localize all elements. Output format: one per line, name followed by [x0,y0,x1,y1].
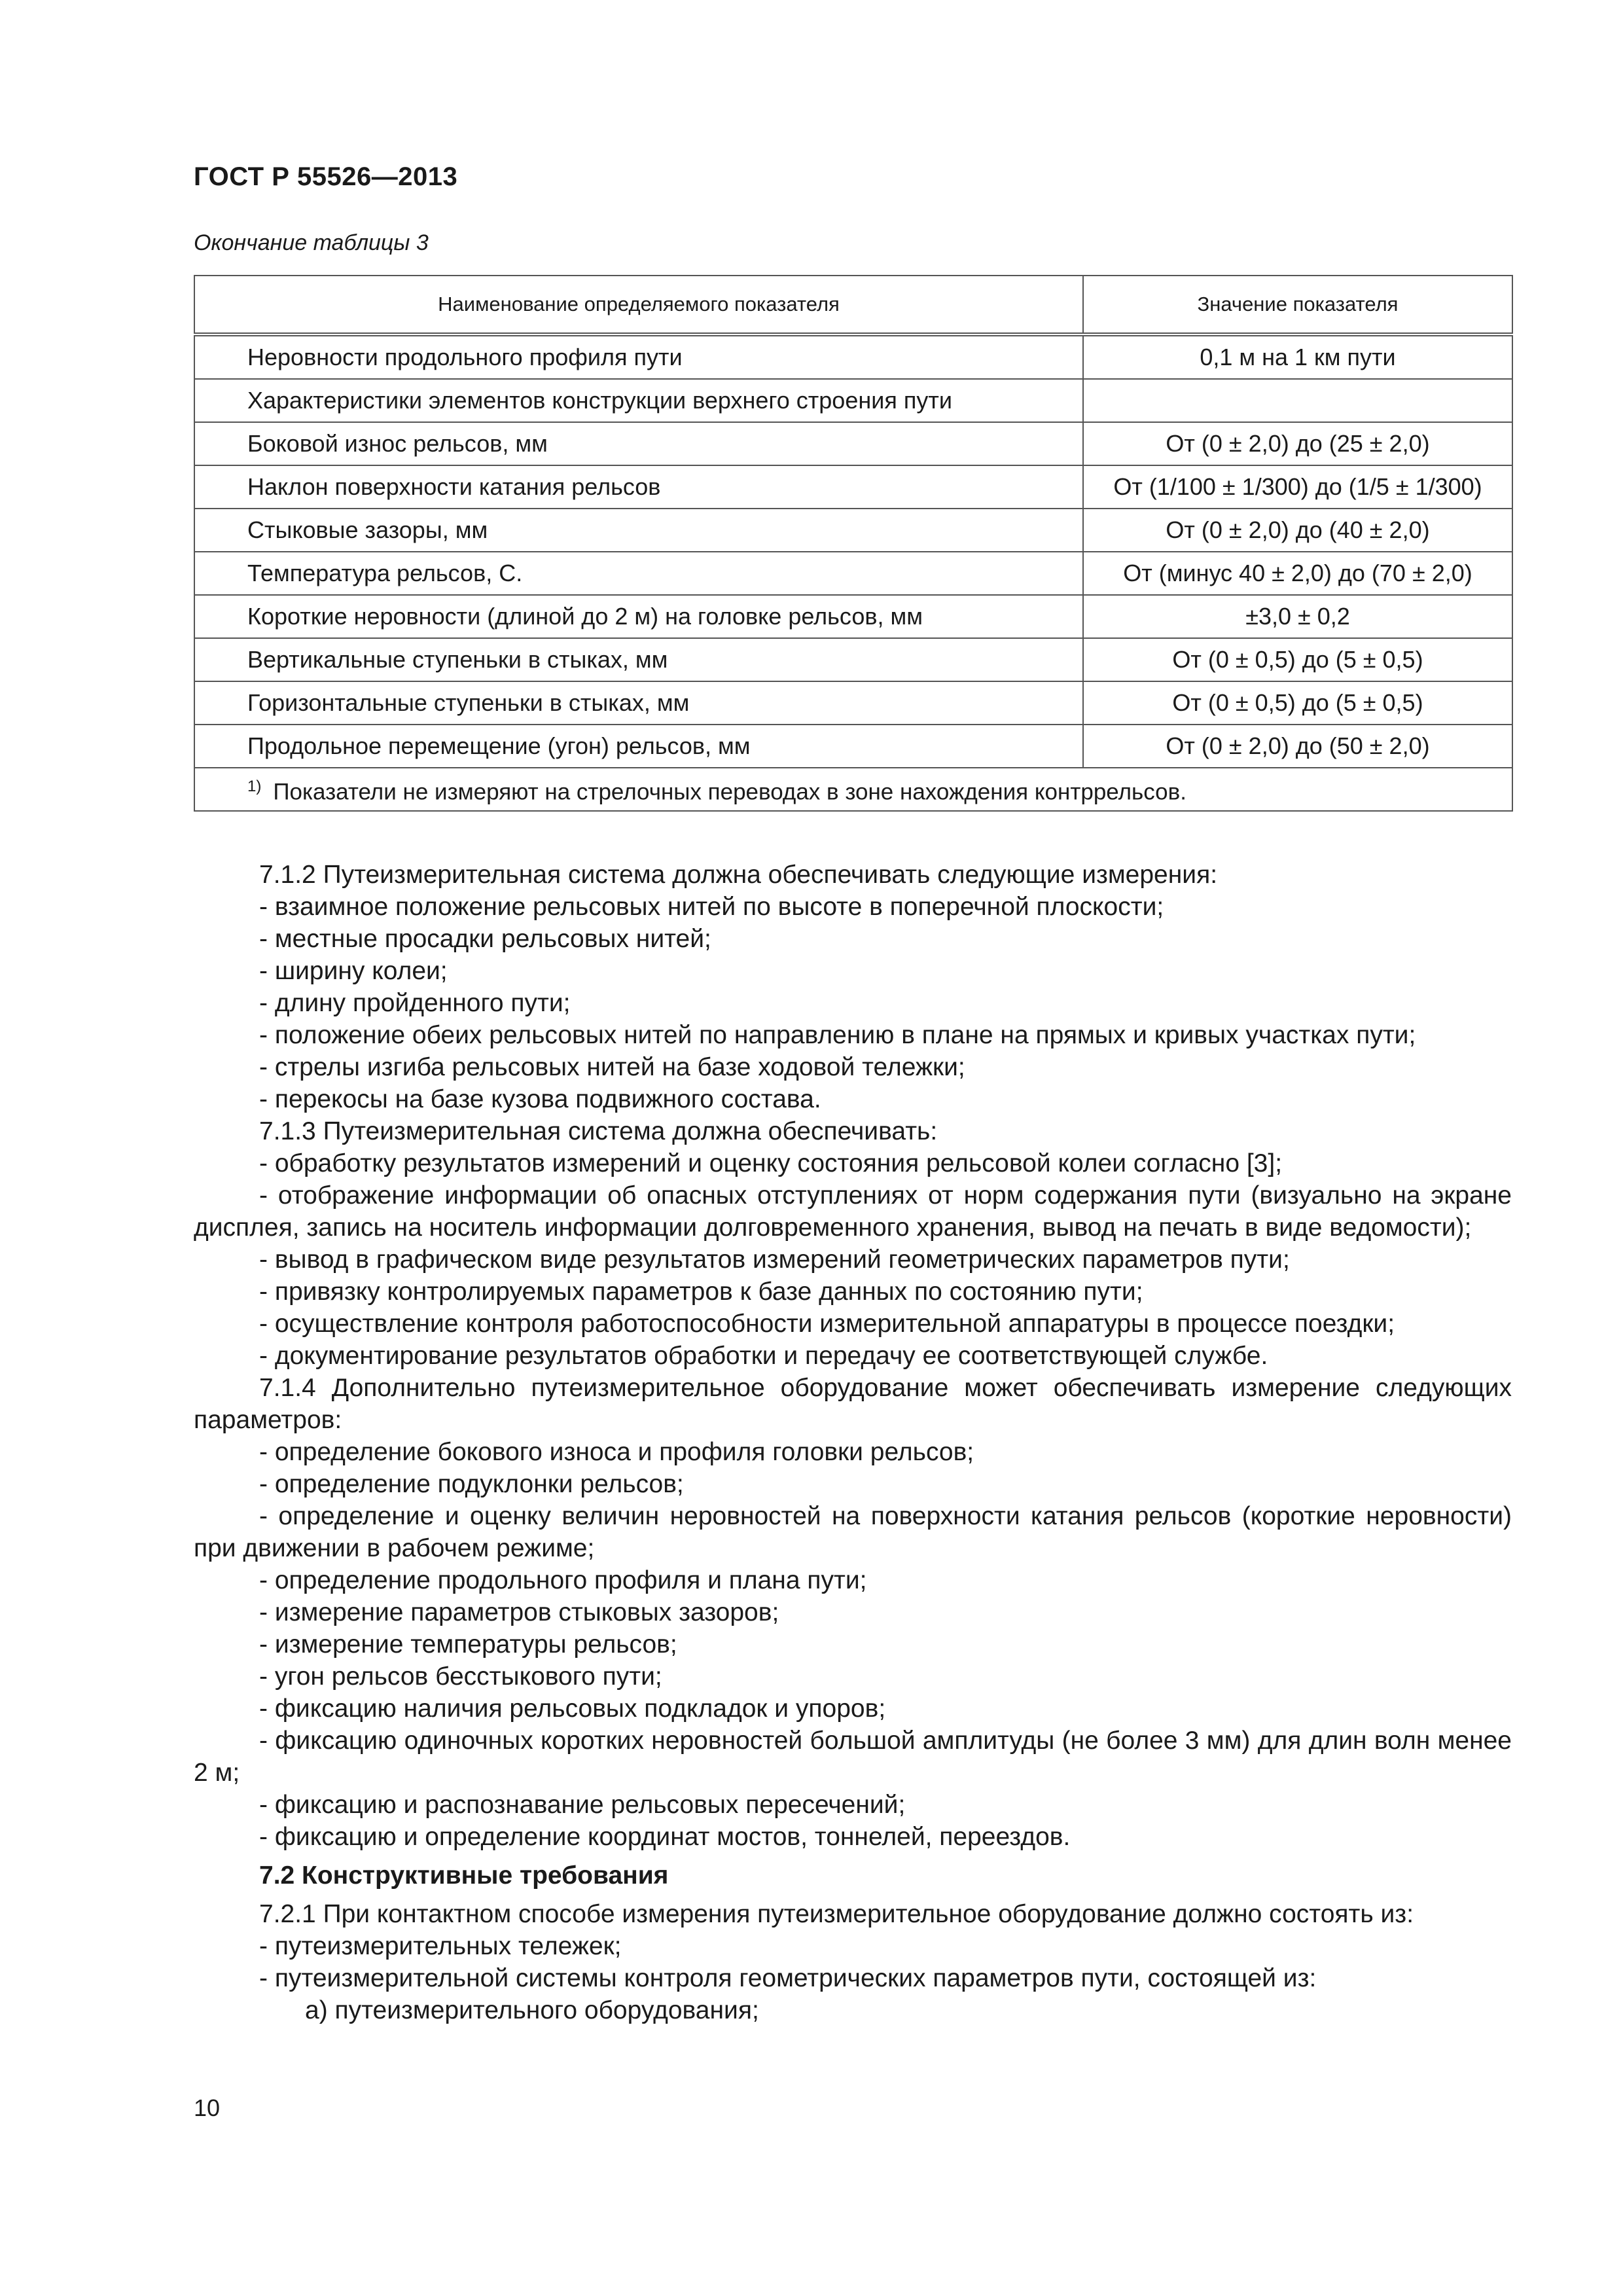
row-value: От (0 ± 0,5) до (5 ± 0,5) [1083,638,1512,681]
list-item: - фиксацию одиночных коротких неровностей большой амплитуды (не более 3 мм) для длин волн менее 2 м; [194,1727,1512,1787]
table-header-row [194,276,1512,334]
row-name: Боковой износ рельсов, мм [194,422,1083,465]
sub-list-item: а) путеизмерительного оборудования; [305,1996,759,2024]
list-item: - определение и оценку величин неровностей на поверхности катания рельсов (короткие неровности) при движении в рабочем режиме; [194,1502,1512,1562]
list-item: - вывод в графическом виде результатов измерений геометрических параметров пути; [259,1246,1290,1274]
row-value: От (минус 40 ± 2,0) до (70 ± 2,0) [1083,552,1512,595]
row-name: Короткие неровности (длиной до 2 м) на головке рельсов, мм [194,595,1083,638]
row-name: Стыковые зазоры, мм [194,509,1083,552]
specification-table [194,275,1513,812]
list-item: - угон рельсов бесстыкового пути; [259,1662,662,1691]
list-item: - ширину колеи; [259,957,448,985]
list-item: - отображение информации об опасных отступлениях от норм содержания пути (визуально на экране дисплея, запись на носитель информации долговременного хранения, вывод на печать в виде ведомости); [194,1181,1512,1242]
row-name: Температура рельсов, С. [194,552,1083,595]
row-value: От (0 ± 0,5) до (5 ± 0,5) [1083,681,1512,725]
table-row [194,552,1512,595]
table-row [194,725,1512,768]
list-item: - длину пройденного пути; [259,989,571,1017]
list-item: - фиксацию наличия рельсовых подкладок и упоров; [259,1695,886,1723]
table-row [194,509,1512,552]
body-text [194,859,1512,2026]
table-row [194,379,1512,422]
row-value: От (0 ± 2,0) до (25 ± 2,0) [1083,422,1512,465]
clause-7-1-2: 7.1.2 Путеизмерительная система должна обеспечивать следующие измерения: [259,861,1218,889]
list-item: - стрелы изгиба рельсовых нитей на базе ходовой тележки; [259,1053,965,1081]
table-caption: Окончание таблицы 3 [194,230,429,255]
list-item: - взаимное положение рельсовых нитей по высоте в поперечной плоскости; [259,893,1164,921]
section-title-7-2: 7.2 Конструктивные требования [259,1861,669,1890]
table-row [194,422,1512,465]
row-name: Горизонтальные ступеньки в стыках, мм [194,681,1083,725]
list-item: - определение бокового износа и профиля головки рельсов; [259,1438,974,1466]
list-item: - положение обеих рельсовых нитей по направлению в плане на прямых и кривых участках пути; [259,1021,1416,1049]
table-footnote [194,768,1512,811]
table-row [194,595,1512,638]
row-name: Неровности продольного профиля пути [194,334,1083,379]
column-header-value: Значение показателя [1083,276,1512,334]
table-row [194,681,1512,725]
list-item: - определение продольного профиля и плана пути; [259,1566,867,1594]
table-footnote-row [194,768,1512,811]
footnote-text: Показатели не измеряют на стрелочных переводах в зоне нахождения контррельсов. [273,779,1186,805]
list-item: - фиксацию и распознавание рельсовых пересечений; [259,1791,906,1819]
clause-7-1-3: 7.1.3 Путеизмерительная система должна обеспечивать: [259,1117,938,1145]
list-item: - обработку результатов измерений и оценку состояния рельсовой колеи согласно [3]; [259,1149,1283,1177]
row-value: От (0 ± 2,0) до (40 ± 2,0) [1083,509,1512,552]
list-item: - определение подуклонки рельсов; [259,1470,684,1498]
list-item: - фиксацию и определение координат мостов, тоннелей, переездов. [259,1823,1071,1851]
standard-code: ГОСТ Р 55526—2013 [194,162,458,191]
row-value [1083,379,1512,422]
list-item: - перекосы на базе кузова подвижного состава. [259,1085,821,1113]
clause-7-1-4: 7.1.4 Дополнительно путеизмерительное оборудование может обеспечивать измерение следующих параметров: [194,1374,1512,1434]
row-name: Продольное перемещение (угон) рельсов, мм [194,725,1083,768]
list-item: - местные просадки рельсовых нитей; [259,925,711,953]
list-item: - измерение температуры рельсов; [259,1630,677,1659]
row-value: От (1/100 ± 1/300) до (1/5 ± 1/300) [1083,465,1512,509]
table-row [194,465,1512,509]
row-name: Наклон поверхности катания рельсов [194,465,1083,509]
row-name: Характеристики элементов конструкции верхнего строения пути [194,379,1083,422]
row-value: От (0 ± 2,0) до (50 ± 2,0) [1083,725,1512,768]
list-item: - привязку контролируемых параметров к базе данных по состоянию пути; [259,1278,1143,1306]
row-name: Вертикальные ступеньки в стыках, мм [194,638,1083,681]
row-value: ±3,0 ± 0,2 [1083,595,1512,638]
list-item: - путеизмерительных тележек; [259,1932,622,1960]
footnote-mark: 1) [247,777,262,795]
clause-7-2-1: 7.2.1 При контактном способе измерения путеизмерительное оборудование должно состоять из: [259,1900,1414,1928]
list-item: - осуществление контроля работоспособности измерительной аппаратуры в процессе поездки; [259,1310,1395,1338]
list-item: - документирование результатов обработки и передачу ее соответствующей службе. [259,1342,1268,1370]
list-item: - измерение параметров стыковых зазоров; [259,1598,779,1626]
row-value: 0,1 м на 1 км пути [1083,334,1512,379]
table-row [194,638,1512,681]
table-row [194,334,1512,379]
list-item: - путеизмерительной системы контроля геометрических параметров пути, состоящей из: [259,1964,1317,1992]
column-header-name: Наименование определяемого показателя [194,276,1083,334]
page-number: 10 [194,2094,221,2121]
